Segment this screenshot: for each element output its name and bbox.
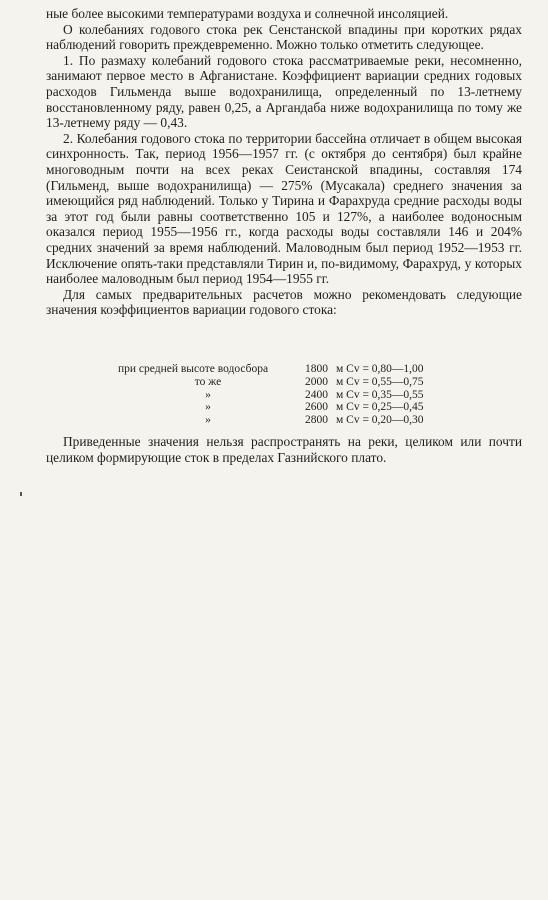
row-height: 2000 bbox=[305, 375, 328, 388]
paragraph-4: 2. Колебания годового стока по территории бассейна отличает в общем высокая синхронность. Так, период 1956—1957 гг. (с октября до сентября) был крайне многоводным почти на всех реках Сеистанской впадины, составляя 174 (Гильменд, выше водохранилища) — 275% (Мусакала) среднего значения за имеющийся ряд наблюдений. Только у Тирина и Фарахруда средние расходы воды за этот год были равны соответственно 105 и 127%, а наиболее водоносным оказался период 1955—1956 гг., когда расходы воды составляли 146 и 204% средних значений за время наблюдений. Маловодным был период 1952—1953 гг. Исключение опять-таки представляли Тирин и, по-видимому, Фарахруд, у которых наиболее маловодным был период 1954—1955 гг. bbox=[46, 130, 522, 287]
row-value: м Cv = 0,35—0,55 bbox=[336, 388, 424, 401]
row-height: 1800 bbox=[305, 363, 328, 375]
row-height: 2400 bbox=[305, 388, 328, 401]
main-text bbox=[46, 6, 522, 318]
final-text bbox=[46, 434, 522, 465]
table-row bbox=[118, 414, 424, 427]
row-value: м Cv = 0,20—0,30 bbox=[336, 414, 424, 427]
coefficient-table bbox=[118, 363, 424, 427]
paragraph-3: 1. По размаху колебаний годового стока рассматриваемые реки, несомненно, занимают первое место в Афганистане. Коэффициент вариации средних годовых расходов Гильменда выше водохранилища, определенный по 13-летнему восстановленному ряду, равен 0,25, а Аргандаба ниже водохранилища по тому же 13-летнему ряду — 0,43. bbox=[46, 52, 522, 131]
table-row bbox=[118, 401, 424, 414]
table-row bbox=[118, 363, 424, 376]
row-label: » bbox=[205, 414, 211, 427]
table-row bbox=[118, 389, 424, 402]
paragraph-1: ные более высокими температурами воздуха и солнечной инсоляцией. bbox=[46, 6, 449, 21]
scan-speck bbox=[20, 492, 22, 496]
row-value: м Cv = 0,80—1,00 bbox=[336, 363, 424, 375]
final-paragraph: Приведенные значения нельзя распространять на реки, целиком или почти целиком формирующие сток в пределах Газнийского плато. bbox=[46, 434, 522, 465]
row-value: м Cv = 0,55—0,75 bbox=[336, 375, 424, 388]
paragraph-5: Для самых предварительных расчетов можно рекомендовать следующие значения коэффициентов вариации годового стока: bbox=[46, 286, 522, 318]
row-height: 2800 bbox=[305, 414, 328, 427]
row-label: то же bbox=[194, 375, 222, 388]
row-label: при средней высоте водосбора bbox=[118, 363, 269, 375]
row-label: » bbox=[205, 401, 211, 414]
row-value: м Cv = 0,25—0,45 bbox=[336, 401, 424, 414]
table-row bbox=[118, 376, 424, 389]
paragraph-2: О колебаниях годового стока рек Сенстанской впадины при коротких рядах наблюдений говорить преждевременно. Можно только отметить следующее. bbox=[46, 21, 522, 53]
row-height: 2600 bbox=[305, 401, 328, 414]
row-label: » bbox=[205, 388, 211, 401]
